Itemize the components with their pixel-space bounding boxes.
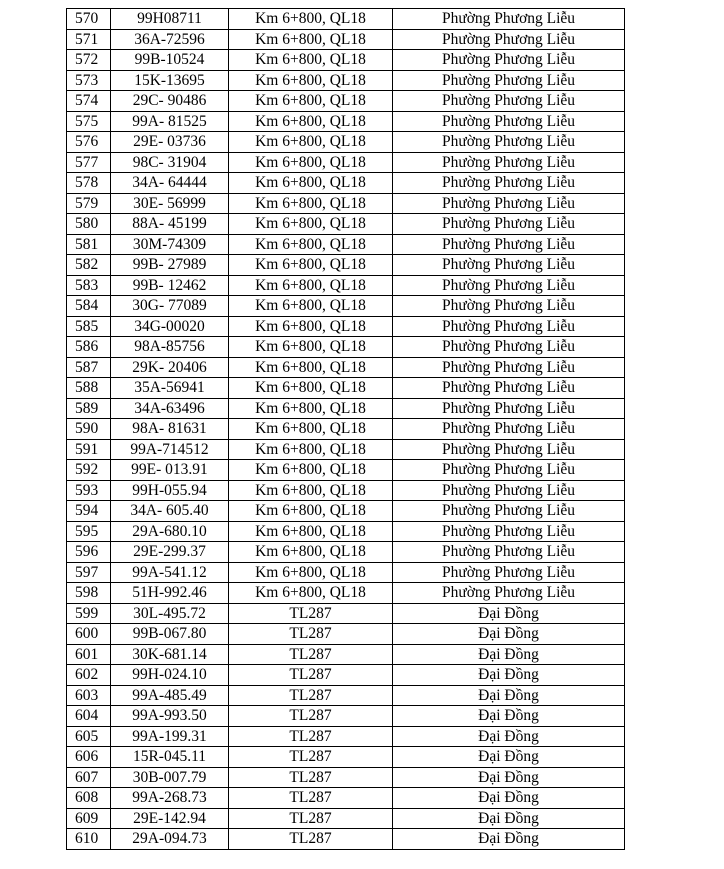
location-cell: Km 6+800, QL18: [229, 111, 393, 132]
ward-cell: Phường Phương Liễu: [393, 9, 625, 30]
table-row: [67, 808, 625, 829]
table-row: [67, 583, 625, 604]
ward-cell: Phường Phương Liễu: [393, 562, 625, 583]
plate-number-cell: 29E-299.37: [111, 542, 229, 563]
table-row: [67, 480, 625, 501]
plate-number-cell: 99B-10524: [111, 50, 229, 71]
plate-number-cell: 30K-681.14: [111, 644, 229, 665]
table-row: [67, 603, 625, 624]
ward-cell: Phường Phương Liễu: [393, 419, 625, 440]
table-row: [67, 767, 625, 788]
ward-cell: Phường Phương Liễu: [393, 193, 625, 214]
row-number-cell: 579: [67, 193, 111, 214]
plate-number-cell: 36A-72596: [111, 29, 229, 50]
plate-number-cell: 30M-74309: [111, 234, 229, 255]
location-cell: Km 6+800, QL18: [229, 316, 393, 337]
ward-cell: Phường Phương Liễu: [393, 255, 625, 276]
location-cell: Km 6+800, QL18: [229, 419, 393, 440]
location-cell: Km 6+800, QL18: [229, 193, 393, 214]
location-cell: Km 6+800, QL18: [229, 480, 393, 501]
location-cell: TL287: [229, 665, 393, 686]
row-number-cell: 584: [67, 296, 111, 317]
table-row: [67, 398, 625, 419]
row-number-cell: 607: [67, 767, 111, 788]
row-number-cell: 591: [67, 439, 111, 460]
table-row: [67, 9, 625, 30]
ward-cell: Phường Phương Liễu: [393, 398, 625, 419]
ward-cell: Phường Phương Liễu: [393, 501, 625, 522]
plate-number-cell: 30E- 56999: [111, 193, 229, 214]
table-row: [67, 665, 625, 686]
plate-number-cell: 34G-00020: [111, 316, 229, 337]
row-number-cell: 599: [67, 603, 111, 624]
plate-number-cell: 99A-199.31: [111, 726, 229, 747]
location-cell: TL287: [229, 644, 393, 665]
ward-cell: Phường Phương Liễu: [393, 316, 625, 337]
plate-number-cell: 29E-142.94: [111, 808, 229, 829]
plate-number-cell: 99H08711: [111, 9, 229, 30]
location-cell: Km 6+800, QL18: [229, 70, 393, 91]
table-row: [67, 460, 625, 481]
table-row: [67, 501, 625, 522]
plate-number-cell: 99A- 81525: [111, 111, 229, 132]
location-cell: TL287: [229, 603, 393, 624]
location-cell: TL287: [229, 767, 393, 788]
ward-cell: Phường Phương Liễu: [393, 542, 625, 563]
ward-cell: Đại Đồng: [393, 603, 625, 624]
table-row: [67, 91, 625, 112]
table-row: [67, 644, 625, 665]
row-number-cell: 609: [67, 808, 111, 829]
location-cell: Km 6+800, QL18: [229, 255, 393, 276]
plate-number-cell: 34A- 64444: [111, 173, 229, 194]
plate-number-cell: 98C- 31904: [111, 152, 229, 173]
plate-number-cell: 30G- 77089: [111, 296, 229, 317]
plate-number-cell: 99H-024.10: [111, 665, 229, 686]
plate-number-cell: 99A-268.73: [111, 788, 229, 809]
ward-cell: Đại Đồng: [393, 644, 625, 665]
table-row: [67, 439, 625, 460]
location-cell: Km 6+800, QL18: [229, 501, 393, 522]
ward-cell: Đại Đồng: [393, 706, 625, 727]
plate-number-cell: 29K- 20406: [111, 357, 229, 378]
ward-cell: Phường Phương Liễu: [393, 173, 625, 194]
ward-cell: Phường Phương Liễu: [393, 480, 625, 501]
table-row: [67, 275, 625, 296]
location-cell: Km 6+800, QL18: [229, 378, 393, 399]
table-row: [67, 624, 625, 645]
table-row: [67, 726, 625, 747]
row-number-cell: 588: [67, 378, 111, 399]
location-cell: TL287: [229, 747, 393, 768]
table-row: [67, 747, 625, 768]
location-cell: Km 6+800, QL18: [229, 357, 393, 378]
row-number-cell: 572: [67, 50, 111, 71]
row-number-cell: 586: [67, 337, 111, 358]
table-row: [67, 542, 625, 563]
location-cell: TL287: [229, 788, 393, 809]
row-number-cell: 574: [67, 91, 111, 112]
ward-cell: Đại Đồng: [393, 747, 625, 768]
location-cell: Km 6+800, QL18: [229, 173, 393, 194]
ward-cell: Phường Phương Liễu: [393, 439, 625, 460]
plate-number-cell: 15R-045.11: [111, 747, 229, 768]
plate-number-cell: 98A-85756: [111, 337, 229, 358]
table-row: [67, 829, 625, 850]
table-row: [67, 706, 625, 727]
plate-number-cell: 99B-067.80: [111, 624, 229, 645]
row-number-cell: 576: [67, 132, 111, 153]
table-row: [67, 521, 625, 542]
location-cell: Km 6+800, QL18: [229, 439, 393, 460]
table-row: [67, 316, 625, 337]
table-row: [67, 111, 625, 132]
location-cell: Km 6+800, QL18: [229, 460, 393, 481]
table-row: [67, 296, 625, 317]
ward-cell: Phường Phương Liễu: [393, 378, 625, 399]
ward-cell: Đại Đồng: [393, 829, 625, 850]
plate-number-cell: 29A-094.73: [111, 829, 229, 850]
row-number-cell: 590: [67, 419, 111, 440]
table-row: [67, 685, 625, 706]
row-number-cell: 600: [67, 624, 111, 645]
row-number-cell: 573: [67, 70, 111, 91]
location-cell: TL287: [229, 808, 393, 829]
table-row: [67, 562, 625, 583]
row-number-cell: 570: [67, 9, 111, 30]
table-row: [67, 337, 625, 358]
row-number-cell: 593: [67, 480, 111, 501]
ward-cell: Đại Đồng: [393, 767, 625, 788]
ward-cell: Phường Phương Liễu: [393, 357, 625, 378]
plate-number-cell: 35A-56941: [111, 378, 229, 399]
row-number-cell: 577: [67, 152, 111, 173]
ward-cell: Đại Đồng: [393, 685, 625, 706]
location-cell: Km 6+800, QL18: [229, 132, 393, 153]
plate-number-cell: 99A-714512: [111, 439, 229, 460]
table-row: [67, 255, 625, 276]
ward-cell: Phường Phương Liễu: [393, 583, 625, 604]
ward-cell: Phường Phương Liễu: [393, 29, 625, 50]
ward-cell: Đại Đồng: [393, 665, 625, 686]
row-number-cell: 578: [67, 173, 111, 194]
ward-cell: Phường Phương Liễu: [393, 275, 625, 296]
table-row: [67, 378, 625, 399]
plate-number-cell: 98A- 81631: [111, 419, 229, 440]
location-cell: TL287: [229, 829, 393, 850]
table-row: [67, 50, 625, 71]
table-row: [67, 788, 625, 809]
table-row: [67, 357, 625, 378]
ward-cell: Phường Phương Liễu: [393, 460, 625, 481]
violation-table: [66, 8, 625, 850]
row-number-cell: 583: [67, 275, 111, 296]
plate-number-cell: 29A-680.10: [111, 521, 229, 542]
row-number-cell: 592: [67, 460, 111, 481]
plate-number-cell: 88A- 45199: [111, 214, 229, 235]
location-cell: TL287: [229, 624, 393, 645]
ward-cell: Đại Đồng: [393, 788, 625, 809]
plate-number-cell: 99E- 013.91: [111, 460, 229, 481]
table-row: [67, 70, 625, 91]
row-number-cell: 582: [67, 255, 111, 276]
row-number-cell: 587: [67, 357, 111, 378]
ward-cell: Phường Phương Liễu: [393, 50, 625, 71]
ward-cell: Phường Phương Liễu: [393, 214, 625, 235]
location-cell: Km 6+800, QL18: [229, 562, 393, 583]
location-cell: Km 6+800, QL18: [229, 50, 393, 71]
row-number-cell: 606: [67, 747, 111, 768]
location-cell: Km 6+800, QL18: [229, 583, 393, 604]
ward-cell: Phường Phương Liễu: [393, 234, 625, 255]
row-number-cell: 608: [67, 788, 111, 809]
row-number-cell: 571: [67, 29, 111, 50]
row-number-cell: 598: [67, 583, 111, 604]
table-row: [67, 132, 625, 153]
ward-cell: Đại Đồng: [393, 808, 625, 829]
row-number-cell: 597: [67, 562, 111, 583]
location-cell: Km 6+800, QL18: [229, 234, 393, 255]
plate-number-cell: 34A- 605.40: [111, 501, 229, 522]
row-number-cell: 596: [67, 542, 111, 563]
row-number-cell: 595: [67, 521, 111, 542]
plate-number-cell: 30L-495.72: [111, 603, 229, 624]
row-number-cell: 585: [67, 316, 111, 337]
table-row: [67, 173, 625, 194]
ward-cell: Phường Phương Liễu: [393, 296, 625, 317]
ward-cell: Phường Phương Liễu: [393, 91, 625, 112]
ward-cell: Đại Đồng: [393, 624, 625, 645]
table-row: [67, 234, 625, 255]
location-cell: Km 6+800, QL18: [229, 29, 393, 50]
table-row: [67, 214, 625, 235]
ward-cell: Phường Phương Liễu: [393, 152, 625, 173]
table-row: [67, 152, 625, 173]
row-number-cell: 605: [67, 726, 111, 747]
row-number-cell: 580: [67, 214, 111, 235]
row-number-cell: 610: [67, 829, 111, 850]
plate-number-cell: 30B-007.79: [111, 767, 229, 788]
row-number-cell: 602: [67, 665, 111, 686]
plate-number-cell: 29C- 90486: [111, 91, 229, 112]
location-cell: Km 6+800, QL18: [229, 9, 393, 30]
location-cell: Km 6+800, QL18: [229, 152, 393, 173]
row-number-cell: 589: [67, 398, 111, 419]
plate-number-cell: 99A-993.50: [111, 706, 229, 727]
location-cell: Km 6+800, QL18: [229, 296, 393, 317]
ward-cell: Phường Phương Liễu: [393, 111, 625, 132]
location-cell: TL287: [229, 726, 393, 747]
location-cell: Km 6+800, QL18: [229, 521, 393, 542]
table-body: [67, 9, 625, 850]
table-row: [67, 193, 625, 214]
table-row: [67, 29, 625, 50]
row-number-cell: 594: [67, 501, 111, 522]
row-number-cell: 603: [67, 685, 111, 706]
plate-number-cell: 34A-63496: [111, 398, 229, 419]
ward-cell: Phường Phương Liễu: [393, 521, 625, 542]
ward-cell: Phường Phương Liễu: [393, 70, 625, 91]
plate-number-cell: 99H-055.94: [111, 480, 229, 501]
table-row: [67, 419, 625, 440]
location-cell: Km 6+800, QL18: [229, 337, 393, 358]
ward-cell: Phường Phương Liễu: [393, 337, 625, 358]
plate-number-cell: 15K-13695: [111, 70, 229, 91]
plate-number-cell: 99B- 27989: [111, 255, 229, 276]
row-number-cell: 601: [67, 644, 111, 665]
location-cell: Km 6+800, QL18: [229, 91, 393, 112]
row-number-cell: 581: [67, 234, 111, 255]
location-cell: Km 6+800, QL18: [229, 398, 393, 419]
row-number-cell: 604: [67, 706, 111, 727]
plate-number-cell: 29E- 03736: [111, 132, 229, 153]
ward-cell: Phường Phương Liễu: [393, 132, 625, 153]
plate-number-cell: 51H-992.46: [111, 583, 229, 604]
plate-number-cell: 99B- 12462: [111, 275, 229, 296]
plate-number-cell: 99A-541.12: [111, 562, 229, 583]
location-cell: Km 6+800, QL18: [229, 214, 393, 235]
location-cell: Km 6+800, QL18: [229, 542, 393, 563]
location-cell: TL287: [229, 706, 393, 727]
ward-cell: Đại Đồng: [393, 726, 625, 747]
plate-number-cell: 99A-485.49: [111, 685, 229, 706]
location-cell: Km 6+800, QL18: [229, 275, 393, 296]
row-number-cell: 575: [67, 111, 111, 132]
location-cell: TL287: [229, 685, 393, 706]
